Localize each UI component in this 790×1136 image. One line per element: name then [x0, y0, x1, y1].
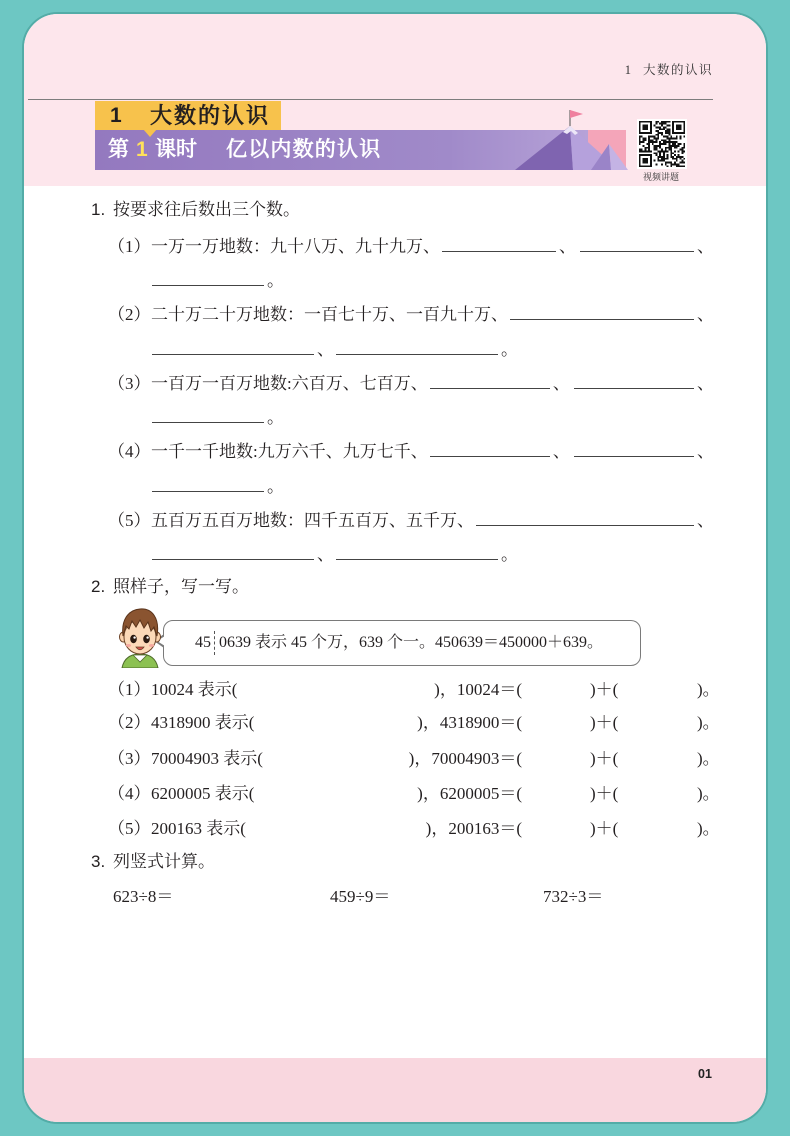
answer-blank[interactable]: [152, 269, 264, 286]
example-speech-bubble: [163, 620, 641, 666]
item-end: )。: [697, 819, 720, 838]
example-left: 45: [195, 634, 211, 651]
running-head-title: 大数的认识: [642, 63, 713, 77]
q1-item-5-line-1: [108, 509, 716, 533]
dashed-divider: [214, 631, 215, 655]
answer-paren-blank[interactable]: [522, 782, 590, 806]
separator: 。: [267, 271, 284, 290]
item-end: )。: [697, 713, 720, 732]
lesson-suffix: 课时: [155, 138, 197, 161]
answer-blank[interactable]: [336, 543, 498, 560]
question-title: 列竖式计算。: [113, 852, 215, 871]
answer-paren-blank[interactable]: [283, 817, 398, 841]
item-equation: )，6200005＝(: [417, 784, 522, 803]
boy-right-eye: [143, 635, 150, 643]
page-number: 01: [698, 1067, 712, 1081]
mountain-illustration: [503, 104, 628, 170]
answer-paren-blank[interactable]: [522, 817, 590, 841]
q1-item-4-line-1: [108, 440, 716, 464]
item-prompt: 一万一万地数：九十八万、九十九万、: [151, 237, 440, 256]
boy-right-cheek: [149, 644, 154, 647]
answer-blank[interactable]: [476, 509, 694, 526]
item-label: 4318900 表示(: [151, 713, 255, 732]
item-prompt: 一千一千地数:九万六千、九万七千、: [151, 442, 428, 461]
separator: 、: [317, 545, 334, 564]
answer-paren-blank[interactable]: [624, 747, 697, 771]
item-label: 6200005 表示(: [151, 784, 255, 803]
question-2-heading: [91, 575, 249, 599]
q1-item-4-line-2: [152, 475, 286, 499]
item-number: （2）: [108, 305, 151, 324]
answer-paren-blank[interactable]: [522, 678, 590, 702]
item-label: 10024 表示(: [151, 680, 238, 699]
separator: 、: [559, 237, 576, 256]
item-number: （4）: [108, 442, 151, 461]
answer-blank[interactable]: [336, 338, 498, 355]
q1-item-2-line-2: [152, 338, 520, 362]
q1-item-1-line-2: [152, 269, 286, 293]
unit-title: 大数的认识: [150, 103, 271, 128]
item-plus: )＋(: [590, 680, 619, 699]
boy-left-eye-highlight: [133, 636, 135, 638]
item-equation: )，200163＝(: [425, 819, 522, 838]
answer-blank[interactable]: [430, 372, 550, 389]
item-number: （3）: [108, 374, 151, 393]
answer-blank[interactable]: [510, 303, 694, 320]
item-end: )。: [697, 749, 720, 768]
separator: 。: [501, 340, 518, 359]
q1-item-2-line-1: [108, 303, 716, 327]
question-number: 3.: [91, 852, 106, 871]
item-equation: )，10024＝(: [434, 680, 522, 699]
answer-blank[interactable]: [152, 406, 264, 423]
item-number: （2）: [108, 713, 151, 732]
q2-item-1: [108, 678, 720, 702]
answer-paren-blank[interactable]: [624, 678, 697, 702]
qr-code-icon: [637, 119, 687, 169]
item-prompt: 一百万一百万地数:六百万、七百万、: [151, 374, 428, 393]
boy-left-cheek: [126, 644, 131, 647]
item-number: （3）: [108, 749, 151, 768]
item-plus: )＋(: [590, 713, 619, 732]
item-prompt: 五百万五百万地数：四千五百万、五千万、: [151, 511, 474, 530]
lesson-number: 1: [136, 138, 148, 161]
q2-item-3: [108, 747, 720, 771]
item-label: 200163 表示(: [151, 819, 246, 838]
answer-paren-blank[interactable]: [522, 747, 590, 771]
running-head: [600, 61, 713, 79]
q2-item-4: [108, 782, 720, 806]
question-3-heading: [91, 850, 215, 874]
answer-blank[interactable]: [580, 235, 694, 252]
answer-blank[interactable]: [152, 338, 314, 355]
q1-item-1-line-1: [108, 235, 716, 259]
separator: 、: [697, 511, 714, 530]
item-number: （1）: [108, 680, 151, 699]
footer-band: [24, 1058, 766, 1122]
question-title: 按要求往后数出三个数。: [113, 200, 300, 219]
answer-paren-blank[interactable]: [283, 678, 398, 702]
answer-blank[interactable]: [574, 440, 694, 457]
boy-right-eye-highlight: [146, 636, 148, 638]
answer-paren-blank[interactable]: [283, 711, 398, 735]
item-label: 70004903 表示(: [151, 749, 263, 768]
separator: 、: [317, 340, 334, 359]
boy-left-eye: [130, 635, 137, 643]
item-end: )。: [697, 680, 720, 699]
division-problem-2: 459÷9＝: [330, 887, 391, 906]
answer-paren-blank[interactable]: [624, 782, 697, 806]
item-number: （5）: [108, 511, 151, 530]
separator: 。: [501, 545, 518, 564]
unit-banner-pointer: [143, 129, 157, 137]
answer-paren-blank[interactable]: [522, 711, 590, 735]
q1-item-5-line-2: [152, 543, 520, 567]
boy-cartoon: [116, 606, 164, 668]
q2-item-2: [108, 711, 720, 735]
example-right: 0639 表示 45 个万，639 个一。450639＝450000＋639。: [219, 634, 604, 651]
unit-number: 1: [110, 104, 122, 127]
question-title: 照样子，写一写。: [113, 577, 249, 596]
question-1-heading: [91, 198, 300, 222]
qr-modules: [639, 121, 685, 167]
item-equation: )，70004903＝(: [408, 749, 522, 768]
separator: 、: [697, 442, 715, 461]
separator: 、: [697, 305, 714, 324]
answer-paren-blank[interactable]: [624, 711, 697, 735]
item-plus: )＋(: [590, 819, 619, 838]
lesson-title: 亿以内数的认识: [226, 138, 382, 161]
header-rule: [28, 99, 713, 100]
example-text: [195, 621, 603, 664]
separator: 、: [697, 237, 714, 256]
item-prompt: 二十万二十万地数：一百七十万、一百九十万、: [151, 305, 508, 324]
answer-paren-blank[interactable]: [624, 817, 697, 841]
answer-paren-blank[interactable]: [283, 747, 398, 771]
flag-icon: [570, 110, 583, 118]
item-number: （1）: [108, 237, 151, 256]
answer-blank[interactable]: [442, 235, 556, 252]
item-end: )。: [697, 784, 720, 803]
unit-banner: [95, 101, 281, 130]
item-number: （4）: [108, 784, 151, 803]
item-plus: )＋(: [590, 784, 619, 803]
item-number: （5）: [108, 819, 151, 838]
separator: 、: [552, 442, 570, 461]
separator: 、: [552, 374, 570, 393]
separator: 。: [267, 477, 284, 496]
question-number: 2.: [91, 577, 106, 596]
separator: 。: [267, 408, 284, 427]
answer-paren-blank[interactable]: [283, 782, 398, 806]
item-plus: )＋(: [590, 749, 619, 768]
q1-item-3-line-2: [152, 406, 286, 430]
question-number: 1.: [91, 200, 106, 219]
answer-blank[interactable]: [152, 543, 314, 560]
separator: 、: [697, 374, 715, 393]
qr-label: 视频讲题: [642, 172, 679, 182]
q2-item-5: [108, 817, 720, 841]
answer-blank[interactable]: [430, 440, 550, 457]
item-equation: )，4318900＝(: [417, 713, 522, 732]
division-problem-3: 732÷3＝: [543, 887, 604, 906]
division-problem-1: 623÷8＝: [113, 887, 174, 906]
running-head-number: 1: [624, 63, 631, 77]
lesson-prefix: 第: [108, 138, 129, 161]
answer-blank[interactable]: [574, 372, 694, 389]
q1-item-3-line-1: [108, 372, 716, 396]
answer-blank[interactable]: [152, 475, 264, 492]
